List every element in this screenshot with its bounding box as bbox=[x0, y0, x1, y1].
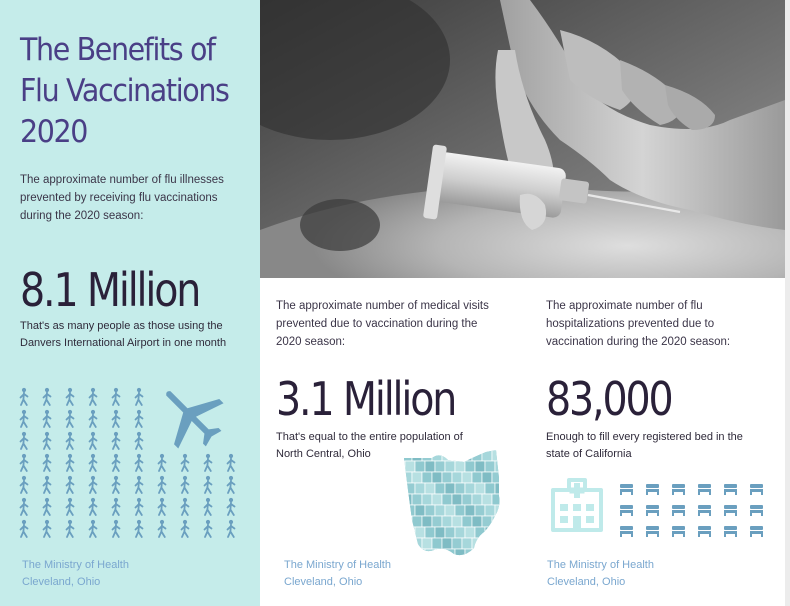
bed-icon bbox=[724, 526, 737, 537]
person-walking-icon bbox=[44, 410, 51, 427]
illnesses-value: 8.1 Million bbox=[20, 263, 200, 317]
person-walking-icon bbox=[205, 520, 212, 537]
bed-icon bbox=[620, 484, 633, 495]
person-walking-icon bbox=[21, 410, 28, 427]
person-walking-icon bbox=[136, 388, 143, 405]
person-walking-icon bbox=[113, 454, 120, 471]
bed-icon-grid bbox=[616, 482, 776, 542]
bed-icon bbox=[724, 484, 737, 495]
person-walking-icon bbox=[90, 454, 97, 471]
person-walking-icon bbox=[21, 388, 28, 405]
bed-icon bbox=[698, 484, 711, 495]
person-walking-icon bbox=[67, 432, 74, 449]
person-walking-icon bbox=[182, 454, 189, 471]
footer-right bbox=[547, 557, 654, 591]
person-walking-icon bbox=[136, 410, 143, 427]
hospitalizations-description: The approximate number of flu hospitalizations prevented due to vaccination during the 2020 season: bbox=[546, 300, 731, 348]
hospitalizations-comparison: Enough to fill every registered bed in the state of California bbox=[546, 431, 743, 460]
person-walking-icon bbox=[113, 388, 120, 405]
person-walking-icon bbox=[159, 520, 166, 537]
person-walking-icon bbox=[228, 476, 235, 493]
bed-icon bbox=[698, 505, 711, 516]
person-walking-icon bbox=[21, 520, 28, 537]
footer-org: The Ministry of Health bbox=[547, 559, 654, 571]
bed-icon bbox=[646, 526, 659, 537]
bed-icon bbox=[620, 505, 633, 516]
person-walking-icon bbox=[136, 432, 143, 449]
illnesses-description: The approximate number of flu illnesses prevented by receiving flu vaccinations during the 2020 season: bbox=[20, 174, 224, 222]
person-walking-icon bbox=[182, 498, 189, 515]
page-title: The Benefits of Flu Vaccinations 2020 bbox=[20, 32, 229, 150]
person-walking-icon bbox=[205, 498, 212, 515]
person-walking-icon bbox=[21, 476, 28, 493]
bed-icon bbox=[672, 505, 685, 516]
footer-location: Cleveland, Ohio bbox=[547, 576, 626, 588]
person-walking-icon bbox=[21, 432, 28, 449]
person-walking-icon bbox=[21, 498, 28, 515]
bed-icon bbox=[646, 484, 659, 495]
person-walking-icon bbox=[67, 476, 74, 493]
bed-icon bbox=[672, 526, 685, 537]
footer-org: The Ministry of Health bbox=[284, 559, 391, 571]
vaccination-syringe-photo bbox=[260, 0, 785, 278]
airplane-icon bbox=[155, 380, 227, 452]
bed-icon bbox=[750, 484, 763, 495]
person-walking-icon bbox=[67, 454, 74, 471]
person-walking-icon bbox=[113, 410, 120, 427]
person-walking-icon bbox=[113, 498, 120, 515]
person-walking-icon bbox=[67, 388, 74, 405]
person-walking-icon bbox=[113, 432, 120, 449]
bed-icon bbox=[750, 526, 763, 537]
person-walking-icon bbox=[228, 498, 235, 515]
person-walking-icon bbox=[44, 432, 51, 449]
footer-middle bbox=[284, 557, 391, 591]
person-walking-icon bbox=[67, 520, 74, 537]
person-walking-icon bbox=[113, 520, 120, 537]
footer-left bbox=[22, 557, 129, 591]
visits-value: 3.1 Million bbox=[276, 372, 456, 426]
ohio-map-icon bbox=[402, 450, 502, 560]
person-walking-icon bbox=[90, 432, 97, 449]
page-edge bbox=[785, 0, 790, 606]
person-walking-icon bbox=[159, 454, 166, 471]
person-walking-icon bbox=[136, 454, 143, 471]
person-walking-icon bbox=[44, 476, 51, 493]
person-walking-icon bbox=[21, 454, 28, 471]
person-walking-icon bbox=[90, 388, 97, 405]
bed-icon bbox=[672, 484, 685, 495]
bed-icon bbox=[724, 505, 737, 516]
person-walking-icon bbox=[136, 498, 143, 515]
bed-icon bbox=[698, 526, 711, 537]
bed-icon bbox=[620, 526, 633, 537]
person-walking-icon bbox=[44, 454, 51, 471]
hospitalizations-value: 83,000 bbox=[546, 372, 672, 426]
visits-description: The approximate number of medical visits prevented due to vaccination during the 2020 season: bbox=[276, 300, 489, 348]
visits-comparison: That's equal to the entire population of North Central, Ohio bbox=[276, 431, 463, 460]
bed-icon bbox=[750, 505, 763, 516]
footer-location: Cleveland, Ohio bbox=[22, 576, 101, 588]
person-walking-icon bbox=[67, 498, 74, 515]
person-walking-icon bbox=[159, 498, 166, 515]
hospital-icon bbox=[547, 476, 607, 534]
person-walking-icon bbox=[228, 454, 235, 471]
person-walking-icon bbox=[113, 476, 120, 493]
person-walking-icon bbox=[90, 410, 97, 427]
person-walking-icon bbox=[136, 520, 143, 537]
footer-location: Cleveland, Ohio bbox=[284, 576, 363, 588]
person-walking-icon bbox=[205, 476, 212, 493]
person-walking-icon bbox=[182, 520, 189, 537]
person-walking-icon bbox=[67, 410, 74, 427]
illnesses-comparison: That's as many people as those using the Danvers International Airport in one month bbox=[20, 320, 227, 349]
person-walking-icon bbox=[228, 520, 235, 537]
person-walking-icon bbox=[182, 476, 189, 493]
person-walking-icon bbox=[90, 476, 97, 493]
person-walking-icon bbox=[44, 520, 51, 537]
person-walking-icon bbox=[44, 498, 51, 515]
bed-icon bbox=[646, 505, 659, 516]
person-walking-icon bbox=[44, 388, 51, 405]
person-walking-icon bbox=[159, 476, 166, 493]
person-walking-icon bbox=[136, 476, 143, 493]
footer-org: The Ministry of Health bbox=[22, 559, 129, 571]
person-walking-icon bbox=[205, 454, 212, 471]
person-walking-icon bbox=[90, 520, 97, 537]
person-walking-icon bbox=[90, 498, 97, 515]
